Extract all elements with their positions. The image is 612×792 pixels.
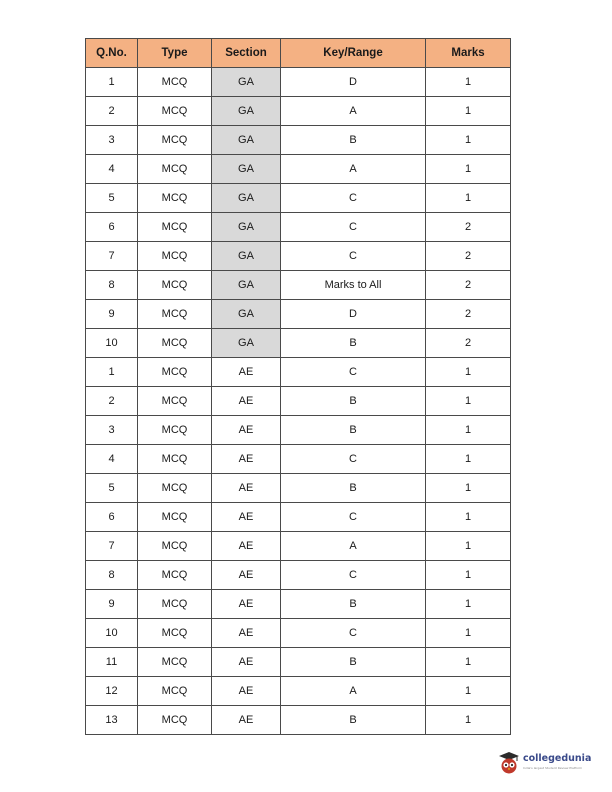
cell-qno: 12 [86,677,138,706]
table-row [86,155,511,184]
cell-type: MCQ [138,300,212,329]
cell-type: MCQ [138,532,212,561]
cell-qno: 11 [86,648,138,677]
cell-type: MCQ [138,271,212,300]
cell-key-range: C [281,242,426,271]
cell-qno: 7 [86,532,138,561]
cell-type: MCQ [138,387,212,416]
cell-marks: 1 [426,68,511,97]
table-row [86,300,511,329]
table-row [86,387,511,416]
cell-section: AE [212,561,281,590]
cell-key-range: A [281,677,426,706]
cell-type: MCQ [138,416,212,445]
cell-qno: 5 [86,184,138,213]
cell-marks: 1 [426,706,511,735]
cell-marks: 1 [426,416,511,445]
cell-section: AE [212,648,281,677]
cell-section: AE [212,532,281,561]
cell-section: GA [212,271,281,300]
cell-section: GA [212,68,281,97]
cell-marks: 1 [426,590,511,619]
cell-marks: 1 [426,619,511,648]
cell-type: MCQ [138,619,212,648]
table-body [86,68,511,735]
cell-qno: 2 [86,97,138,126]
table-row [86,561,511,590]
cell-section: AE [212,706,281,735]
cell-marks: 1 [426,648,511,677]
cell-key-range: B [281,387,426,416]
collegedunia-watermark [498,748,608,778]
cell-section: AE [212,445,281,474]
cell-type: MCQ [138,648,212,677]
cell-type: MCQ [138,213,212,242]
table-row [86,416,511,445]
table-row [86,445,511,474]
table-row [86,474,511,503]
cell-section: GA [212,329,281,358]
cell-key-range: B [281,648,426,677]
cell-marks: 1 [426,677,511,706]
cell-marks: 1 [426,184,511,213]
table-row [86,590,511,619]
table-row [86,358,511,387]
cell-marks: 2 [426,271,511,300]
cell-qno: 13 [86,706,138,735]
cell-qno: 1 [86,68,138,97]
answer-key-table [85,38,511,735]
cell-key-range: A [281,532,426,561]
table-row [86,706,511,735]
header-type: Type [138,39,212,68]
cell-type: MCQ [138,445,212,474]
cell-qno: 7 [86,242,138,271]
table-row [86,242,511,271]
cell-marks: 2 [426,213,511,242]
cell-marks: 1 [426,503,511,532]
cell-section: GA [212,155,281,184]
cell-qno: 5 [86,474,138,503]
cell-section: AE [212,590,281,619]
cell-key-range: D [281,68,426,97]
cell-section: AE [212,358,281,387]
cell-section: AE [212,677,281,706]
cell-section: AE [212,619,281,648]
cell-key-range: B [281,706,426,735]
cell-type: MCQ [138,155,212,184]
cell-section: GA [212,242,281,271]
cell-marks: 1 [426,387,511,416]
graduate-owl-logo-icon [498,751,520,775]
cell-key-range: A [281,155,426,184]
cell-marks: 1 [426,532,511,561]
cell-qno: 3 [86,416,138,445]
header-marks: Marks [426,39,511,68]
cell-key-range: C [281,619,426,648]
cell-marks: 1 [426,126,511,155]
cell-type: MCQ [138,97,212,126]
cell-type: MCQ [138,503,212,532]
cell-section: AE [212,503,281,532]
cell-key-range: B [281,126,426,155]
cell-qno: 1 [86,358,138,387]
cell-qno: 6 [86,213,138,242]
cell-section: AE [212,387,281,416]
cell-marks: 1 [426,358,511,387]
cell-key-range: C [281,358,426,387]
cell-type: MCQ [138,126,212,155]
table-row [86,184,511,213]
cell-type: MCQ [138,474,212,503]
cell-marks: 2 [426,300,511,329]
cell-section: GA [212,300,281,329]
cell-key-range: B [281,590,426,619]
cell-marks: 2 [426,329,511,358]
cell-qno: 8 [86,271,138,300]
cell-key-range: B [281,416,426,445]
cell-qno: 3 [86,126,138,155]
cell-type: MCQ [138,68,212,97]
cell-section: AE [212,416,281,445]
cell-section: GA [212,126,281,155]
cell-marks: 2 [426,242,511,271]
cell-type: MCQ [138,590,212,619]
cell-key-range: C [281,445,426,474]
cell-key-range: C [281,213,426,242]
watermark-name: collegedunia [523,753,592,764]
cell-qno: 10 [86,329,138,358]
table-row [86,677,511,706]
cell-type: MCQ [138,677,212,706]
table-row [86,648,511,677]
cell-qno: 9 [86,300,138,329]
table-row [86,619,511,648]
cell-type: MCQ [138,242,212,271]
cell-key-range: B [281,474,426,503]
cell-key-range: C [281,503,426,532]
cell-key-range: Marks to All [281,271,426,300]
cell-type: MCQ [138,706,212,735]
table-row [86,68,511,97]
cell-qno: 9 [86,590,138,619]
cell-qno: 4 [86,445,138,474]
cell-key-range: B [281,329,426,358]
cell-section: GA [212,184,281,213]
header-qno: Q.No. [86,39,138,68]
cell-section: GA [212,97,281,126]
cell-marks: 1 [426,474,511,503]
table-row [86,213,511,242]
table-row [86,271,511,300]
cell-qno: 4 [86,155,138,184]
cell-section: AE [212,474,281,503]
cell-key-range: D [281,300,426,329]
cell-marks: 1 [426,445,511,474]
cell-qno: 8 [86,561,138,590]
cell-marks: 1 [426,97,511,126]
cell-marks: 1 [426,155,511,184]
table-header-row [86,39,511,68]
table-row [86,503,511,532]
cell-qno: 2 [86,387,138,416]
cell-marks: 1 [426,561,511,590]
cell-qno: 10 [86,619,138,648]
table-row [86,97,511,126]
cell-key-range: A [281,97,426,126]
watermark-tagline: India's largest Student Review Platform [523,766,583,770]
cell-key-range: C [281,561,426,590]
table-row [86,329,511,358]
cell-type: MCQ [138,561,212,590]
cell-type: MCQ [138,184,212,213]
cell-type: MCQ [138,329,212,358]
cell-qno: 6 [86,503,138,532]
cell-section: GA [212,213,281,242]
table-row [86,532,511,561]
header-section: Section [212,39,281,68]
cell-type: MCQ [138,358,212,387]
table-row [86,126,511,155]
cell-key-range: C [281,184,426,213]
header-key-range: Key/Range [281,39,426,68]
